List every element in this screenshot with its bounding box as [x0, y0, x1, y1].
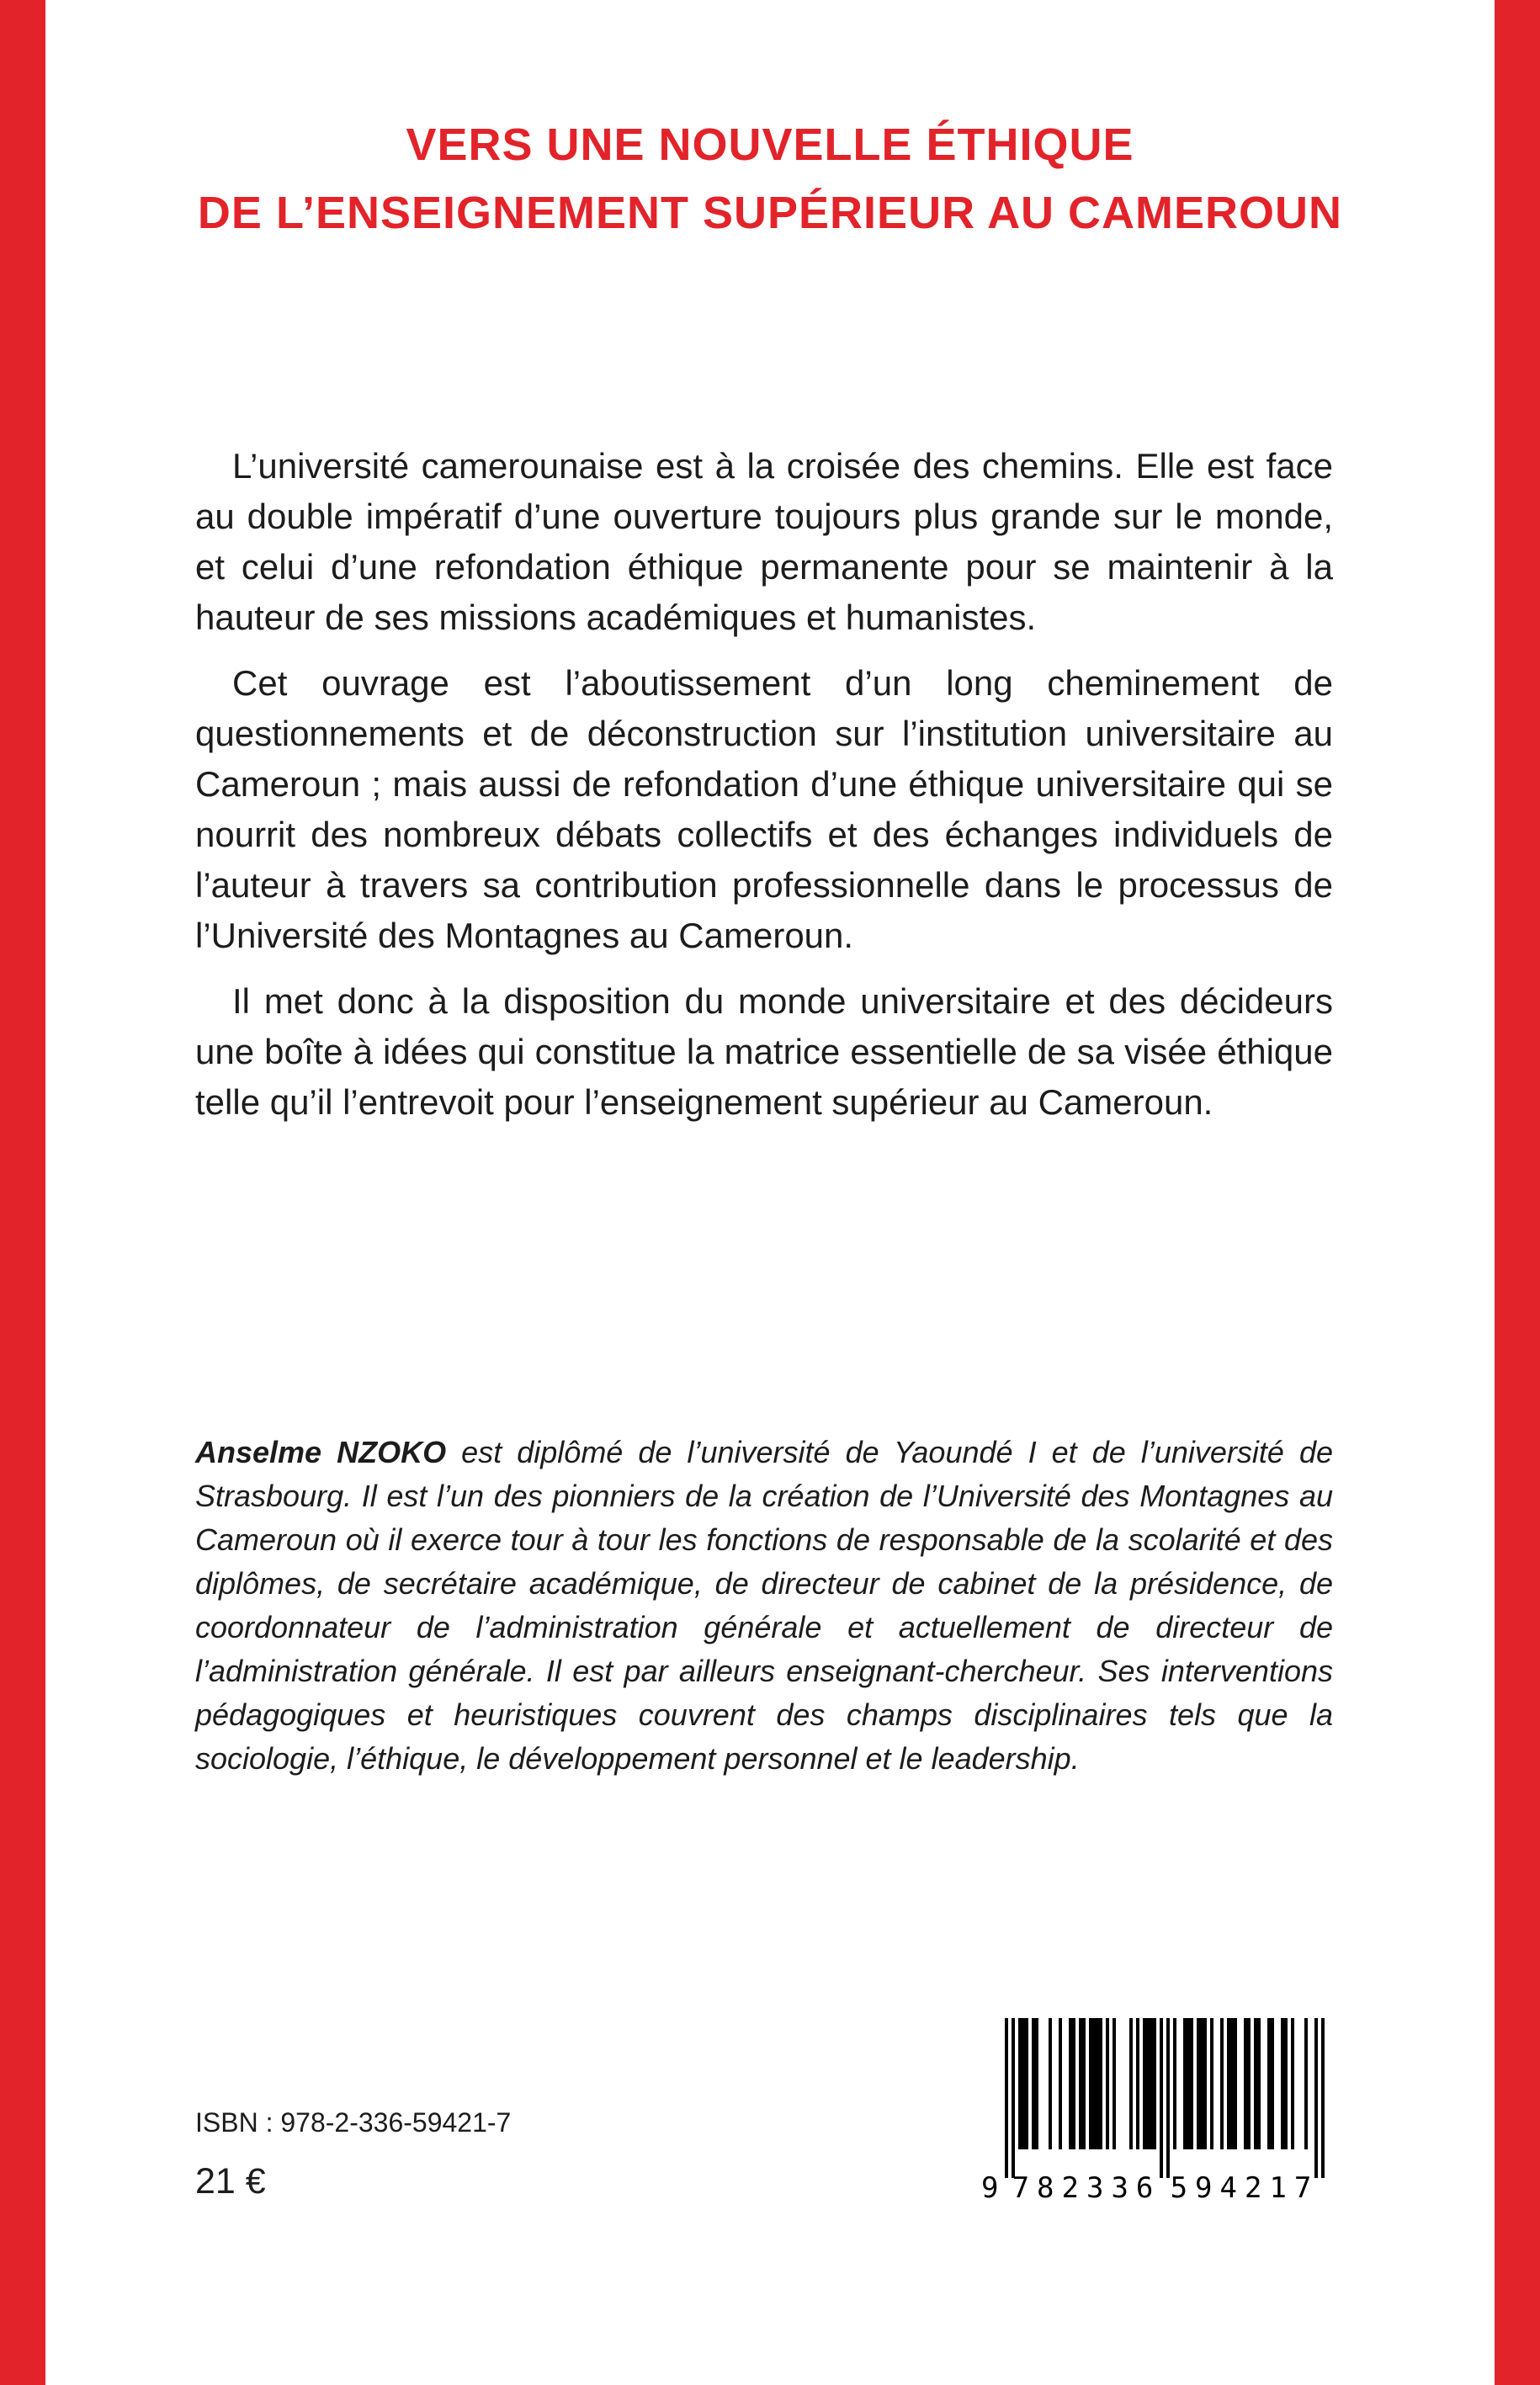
barcode-digits-left: 782336 — [1012, 2171, 1161, 2200]
right-red-edge-bar — [1495, 0, 1540, 2385]
synopsis-paragraph: Il met donc à la disposition du monde universitaire et des décideurs une boîte à idées qui constitue la matrice essentielle de sa visée éthique telle qu’il l’entrevoit pour l’enseignement supérieur au Cameroun. — [195, 981, 1333, 1122]
synopsis-paragraph: L’université camerounaise est à la croisée des chemins. Elle est face au double impératif d’une ouverture toujours plus grande sur le monde, et celui d’une refondation éthique permanente pour se maintenir à la hauteur de ses missions académiques et humanistes. — [195, 446, 1333, 637]
synopsis — [195, 441, 1333, 1143]
title-line-2: DE L’ENSEIGNEMENT SUPÉRIEUR AU CAMEROUN — [197, 188, 1343, 238]
synopsis-paragraph: Cet ouvrage est l’aboutissement d’un long cheminement de questionnements et de déconstruction sur l’institution universitaire au Cameroun ; mais aussi de refondation d’une éthique universitaire qui se nourrit des nombreux débats collectifs et des échanges individuels de l’auteur à travers sa contribution professionnelle dans le processus de l’Université des Montagnes au Cameroun. — [195, 663, 1333, 955]
author-bio — [195, 1431, 1333, 1781]
title-line-1: VERS UNE NOUVELLE ÉTHIQUE — [406, 120, 1134, 170]
barcode-bars — [1005, 2018, 1325, 2178]
left-red-edge-bar — [0, 0, 45, 2385]
barcode — [980, 2018, 1333, 2200]
isbn-label: ISBN : 978-2-336-59421-7 — [195, 2107, 512, 2138]
cover-content — [195, 0, 1333, 2385]
author-name: Anselme NZOKO — [195, 1435, 447, 1469]
price-label: 21 € — [195, 2161, 266, 2202]
barcode-digits-right: 594217 — [1170, 2171, 1320, 2200]
author-bio-text: est diplômé de l’université de Yaoundé I et de l’université de Strasbourg. Il est l’un des pionniers de la création de l’Université des Montagnes au Cameroun où il exerce tour à tour les fonctions de responsable de la scolarité et des diplômes, de secrétaire académique, de directeur de cabinet de la présidence, de coordonnateur de l’administration générale et actuellement de directeur de l’administration générale. Il est par ailleurs enseignant-chercheur. Ses interventions pédagogiques et heuristiques couvrent des champs disciplinaires tels que la sociologie, l’éthique, le développement personnel et le leadership. — [195, 1435, 1333, 1776]
barcode-digit-first: 9 — [981, 2171, 999, 2200]
